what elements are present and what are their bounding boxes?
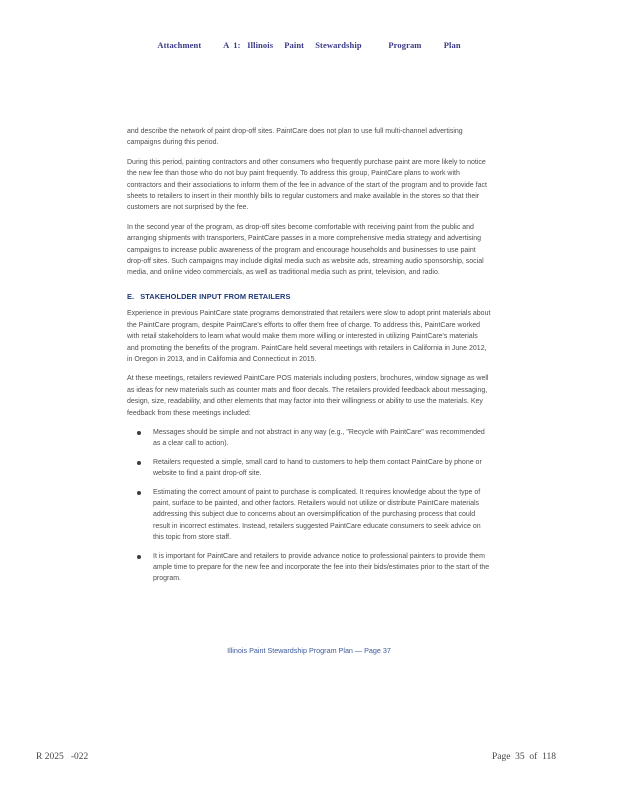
section-heading: [127, 291, 491, 302]
list-item-text: It is important for PaintCare and retailers to provide advance notice to professional painters to provide them ample time to prepare for the new fee and incorporate the fee into their bids/estimates prior to the start of the program.: [153, 552, 490, 583]
page-header: Attachment A 1: Illinois Paint Stewardship Program Plan: [157, 40, 461, 50]
list-item: [127, 487, 491, 544]
page-number: Page 35 of 118: [491, 752, 556, 762]
list-item-text: Estimating the correct amount of paint to purchase is complicated. It requires knowledge about the type of paint, surface to be painted, and other factors. Retailers would not utilize or distribute PaintCare materials addressing this subject due to concerns about an oversimplification of the purchasing process that could result in incorrect estimates. Instead, retailers suggested PaintCare educate consumers to seek advice on this topic from store staff.: [153, 488, 481, 542]
document-body: [127, 126, 491, 592]
paragraph: At these meetings, retailers reviewed PaintCare POS materials including posters, brochures, window signage as well as ideas for new materials such as counter mats and floor decals. The retailers provided feedback about messaging, design, size, readability, and other elements that may factor into their willingness or ability to use the materials. Key feedback from these meetings included:: [127, 375, 489, 417]
section-title: STAKEHOLDER INPUT FROM RETAILERS: [140, 291, 291, 301]
list-item: [127, 457, 491, 480]
paragraph: Experience in previous PaintCare state programs demonstrated that retailers were slow to adopt print materials about the PaintCare program, despite PaintCare's efforts to offer them free of charge. To address this, PaintCare worked with retail stakeholders to learn what would make them more willing or interested in utilizing PaintCare's materials and promoting the benefits of the program. PaintCare held several meetings with retailers in California in June 2012, in Oregon in 2013, and in California and Connecticut in 2015.: [127, 310, 491, 363]
bullet-icon: [137, 431, 141, 435]
feedback-list: [127, 427, 491, 585]
inner-page-footer: Illinois Paint Stewardship Program Plan — Page 37: [227, 646, 391, 655]
paragraph: and describe the network of paint drop-off sites. PaintCare does not plan to use full multi-channel advertising campaigns during this period.: [127, 128, 463, 147]
bullet-icon: [137, 461, 141, 465]
list-item-text: Retailers requested a simple, small card to hand to customers to help them contact PaintCare by phone or website to find a paint drop-off site.: [153, 458, 482, 478]
list-item: [127, 551, 491, 585]
paragraph: During this period, painting contractors and other consumers who frequently purchase paint are more likely to notice the new fee than those who do not buy paint frequently. To address this group, PaintCare plans to work with contractors and their associations to inform them of the fee in advance of the start of the program and to provide fact sheets to retailers to insert in their monthly bills to regular customers and make available in the stores so that their customers are not surprised by the fee.: [127, 158, 487, 212]
paragraph: In the second year of the program, as drop-off sites become comfortable with receiving paint from the public and arranging shipments with transporters, PaintCare passes in a more comprehensive media strategy and advertising campaigns to increase public awareness of the program and encourage households and businesses to use paint drop-off sites. Such campaigns may include digital media such as website ads, streaming audio sponsorship, social media, and online video commercials, as well as traditional media such as print, television, and radio.: [127, 223, 484, 277]
bullet-icon: [137, 491, 141, 495]
list-item: [127, 427, 491, 450]
list-item-text: Messages should be simple and not abstract in any way (e.g., "Recycle with PaintCare" was recommended as a clear call to action).: [153, 428, 485, 448]
document-id: R 2025 -022: [36, 752, 89, 762]
bullet-icon: [137, 555, 141, 559]
section-number: E.: [127, 291, 135, 301]
